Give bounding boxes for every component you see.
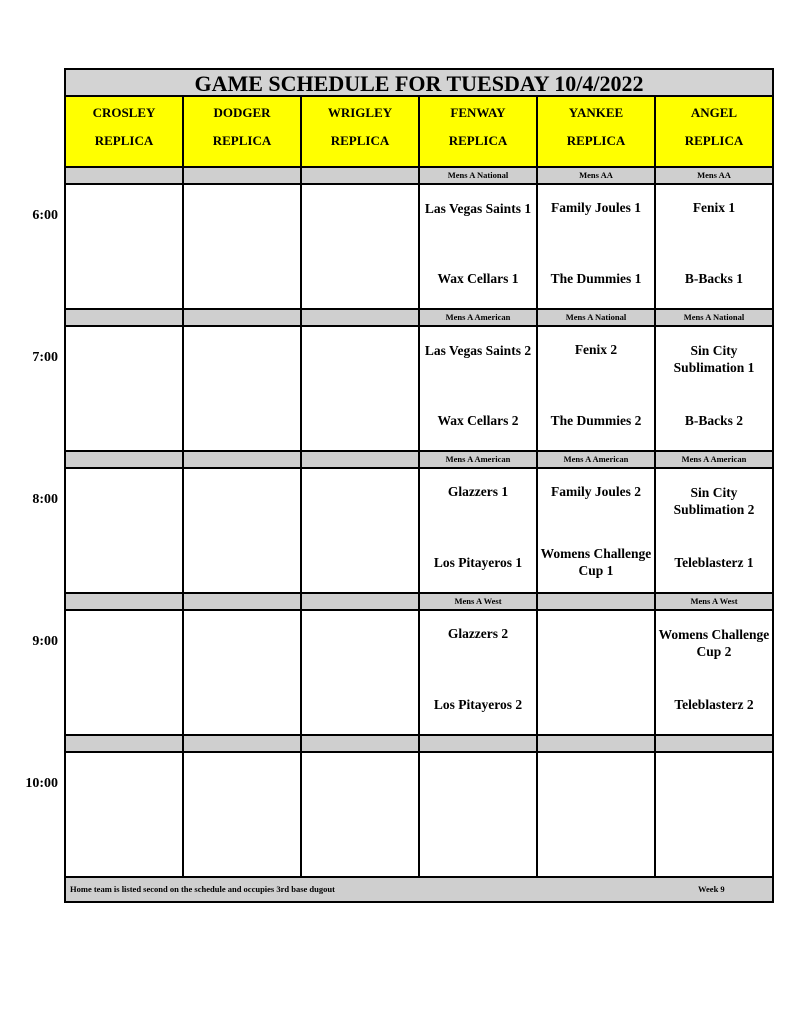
time-label: 8:00 bbox=[32, 492, 58, 507]
away-team: Glazzers 1 bbox=[447, 484, 509, 499]
field-subtitle: REPLICA bbox=[566, 133, 626, 148]
game-cell bbox=[184, 469, 300, 592]
field-subtitle: REPLICA bbox=[448, 133, 508, 148]
home-team: Los Pitayeros 2 bbox=[433, 697, 523, 712]
game-cell bbox=[66, 469, 182, 592]
division-strip bbox=[302, 736, 418, 751]
division-strip bbox=[538, 736, 654, 751]
division-strip bbox=[656, 736, 772, 751]
game-cell bbox=[656, 753, 772, 876]
field-subtitle: REPLICA bbox=[330, 133, 390, 148]
field-name: CROSLEY bbox=[92, 105, 156, 120]
division-strip bbox=[302, 594, 418, 609]
game-cell bbox=[184, 185, 300, 308]
home-team: The Dummies 1 bbox=[550, 271, 642, 286]
away-team: Womens Challenge Cup 2 bbox=[658, 627, 770, 659]
game-cell bbox=[184, 753, 300, 876]
field-header bbox=[656, 97, 772, 166]
division-strip bbox=[66, 736, 182, 751]
game-cell bbox=[538, 753, 654, 876]
game-cell bbox=[656, 185, 772, 308]
home-team: Wax Cellars 1 bbox=[437, 271, 519, 286]
away-team: Sin City Sublimation 2 bbox=[673, 485, 755, 517]
week-label: Week 9 bbox=[698, 884, 725, 894]
field-header bbox=[66, 97, 182, 166]
game-cell bbox=[66, 753, 182, 876]
game-cell bbox=[420, 611, 536, 734]
division-strip: Mens A National bbox=[538, 310, 654, 325]
game-cell bbox=[66, 327, 182, 450]
division-strip bbox=[420, 736, 536, 751]
field-subtitle: REPLICA bbox=[684, 133, 744, 148]
away-team: Sin City Sublimation 1 bbox=[673, 343, 755, 375]
field-subtitle: REPLICA bbox=[212, 133, 272, 148]
division-strip bbox=[302, 168, 418, 183]
game-cell bbox=[538, 327, 654, 450]
away-team: Fenix 2 bbox=[574, 342, 618, 357]
game-cell bbox=[302, 327, 418, 450]
home-team: Los Pitayeros 1 bbox=[433, 555, 523, 570]
schedule-title: GAME SCHEDULE FOR TUESDAY 10/4/2022 bbox=[66, 70, 772, 95]
division-strip bbox=[302, 310, 418, 325]
field-name: WRIGLEY bbox=[327, 105, 393, 120]
away-team: Las Vegas Saints 1 bbox=[424, 201, 532, 216]
field-header bbox=[538, 97, 654, 166]
schedule-sheet bbox=[64, 68, 774, 903]
away-team: Las Vegas Saints 2 bbox=[424, 343, 532, 358]
division-strip bbox=[538, 594, 654, 609]
home-team: The Dummies 2 bbox=[550, 413, 642, 428]
field-header bbox=[420, 97, 536, 166]
field-name: YANKEE bbox=[568, 105, 624, 120]
game-cell bbox=[66, 185, 182, 308]
game-cell bbox=[66, 611, 182, 734]
field-name: ANGEL bbox=[690, 105, 738, 120]
away-team: Glazzers 2 bbox=[447, 626, 509, 641]
game-cell bbox=[302, 753, 418, 876]
home-team: B-Backs 2 bbox=[684, 413, 744, 428]
game-cell bbox=[184, 327, 300, 450]
game-cell bbox=[656, 469, 772, 592]
division-strip: Mens A National bbox=[656, 310, 772, 325]
home-team: Womens Challenge Cup 1 bbox=[540, 546, 652, 578]
game-cell bbox=[420, 753, 536, 876]
home-team: Teleblasterz 2 bbox=[674, 697, 754, 712]
division-strip: Mens A American bbox=[538, 452, 654, 467]
home-team: B-Backs 1 bbox=[684, 271, 744, 286]
division-strip bbox=[66, 310, 182, 325]
game-cell bbox=[420, 327, 536, 450]
time-label: 10:00 bbox=[25, 776, 58, 791]
division-strip bbox=[184, 452, 300, 467]
game-cell bbox=[656, 611, 772, 734]
footer-note: Home team is listed second on the schedule and occupies 3rd base dugout bbox=[70, 884, 335, 894]
game-cell bbox=[420, 469, 536, 592]
division-strip: Mens A American bbox=[420, 310, 536, 325]
field-name: DODGER bbox=[213, 105, 271, 120]
time-label: 6:00 bbox=[32, 208, 58, 223]
division-strip: Mens AA bbox=[656, 168, 772, 183]
division-strip bbox=[66, 168, 182, 183]
home-team: Wax Cellars 2 bbox=[437, 413, 519, 428]
game-cell bbox=[538, 611, 654, 734]
division-strip bbox=[184, 736, 300, 751]
field-subtitle: REPLICA bbox=[94, 133, 154, 148]
division-strip: Mens AA bbox=[538, 168, 654, 183]
division-strip bbox=[66, 452, 182, 467]
division-strip: Mens A National bbox=[420, 168, 536, 183]
time-label: 7:00 bbox=[32, 350, 58, 365]
division-strip bbox=[66, 594, 182, 609]
division-strip: Mens A American bbox=[656, 452, 772, 467]
game-cell bbox=[420, 185, 536, 308]
away-team: Family Joules 2 bbox=[551, 484, 641, 499]
time-label: 9:00 bbox=[32, 634, 58, 649]
home-team: Teleblasterz 1 bbox=[674, 555, 754, 570]
field-name: FENWAY bbox=[450, 105, 506, 120]
division-strip bbox=[184, 594, 300, 609]
game-cell bbox=[538, 185, 654, 308]
game-cell bbox=[302, 611, 418, 734]
division-strip bbox=[184, 168, 300, 183]
game-cell bbox=[184, 611, 300, 734]
division-strip: Mens A West bbox=[420, 594, 536, 609]
away-team: Fenix 1 bbox=[692, 200, 736, 215]
field-header bbox=[302, 97, 418, 166]
game-cell bbox=[538, 469, 654, 592]
division-strip bbox=[302, 452, 418, 467]
division-strip: Mens A American bbox=[420, 452, 536, 467]
away-team: Family Joules 1 bbox=[551, 200, 641, 215]
footer-bar bbox=[66, 878, 772, 901]
game-cell bbox=[302, 469, 418, 592]
division-strip bbox=[184, 310, 300, 325]
field-header bbox=[184, 97, 300, 166]
game-cell bbox=[656, 327, 772, 450]
game-cell bbox=[302, 185, 418, 308]
division-strip: Mens A West bbox=[656, 594, 772, 609]
